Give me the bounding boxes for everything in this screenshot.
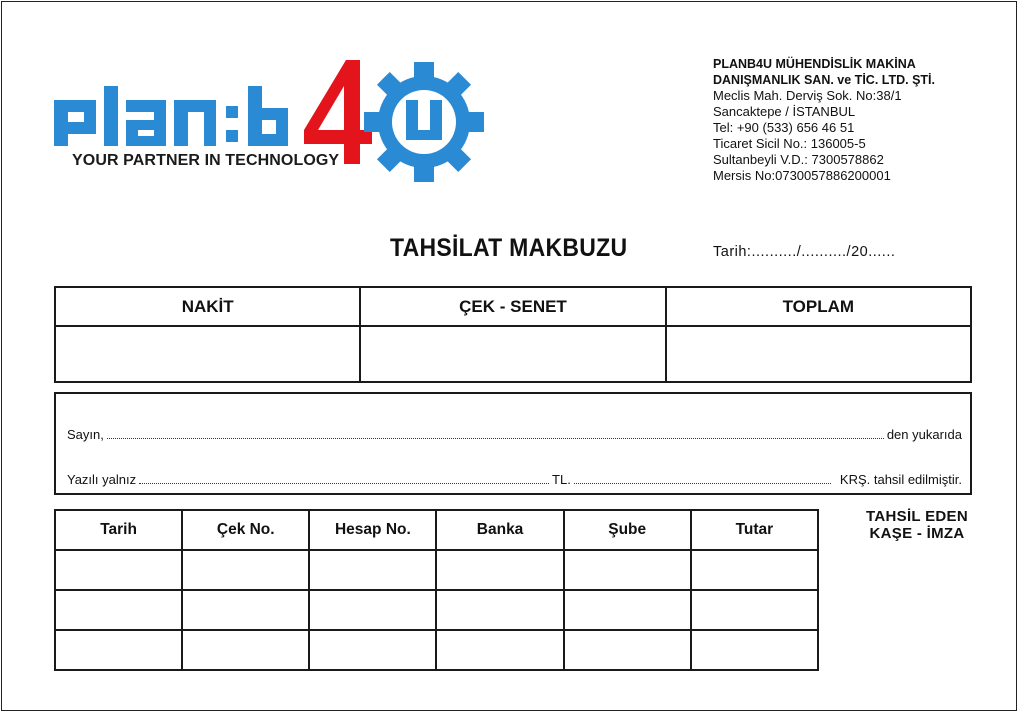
date-field[interactable]: Tarih:........../........../20...... (713, 244, 896, 260)
table-cell[interactable] (564, 550, 691, 590)
table-row (55, 550, 818, 590)
details-header-row (55, 510, 818, 550)
total-amount-cell[interactable] (666, 326, 971, 382)
currency-tl-label: TL. (552, 472, 571, 487)
amount-in-words-label: Yazılı yalnız (67, 472, 137, 487)
table-cell[interactable] (182, 550, 309, 590)
cash-amount-cell[interactable] (55, 326, 360, 382)
table-row (55, 630, 818, 670)
logo-letter-p (54, 100, 96, 146)
logo-letter-b (248, 86, 288, 146)
gear-icon (364, 62, 484, 182)
company-name-line1: PLANB4U MÜHENDİSLİK MAKİNA (713, 57, 916, 71)
header-check-note: ÇEK - SENET (360, 287, 665, 326)
table-cell[interactable] (564, 630, 691, 670)
table-cell[interactable] (436, 550, 563, 590)
receipt-page (1, 1, 1017, 711)
statement-line-2 (67, 472, 962, 487)
salutation-label: Sayın, (67, 427, 104, 442)
table-cell[interactable] (564, 590, 691, 630)
header-total: TOPLAM (666, 287, 971, 326)
details-table (54, 509, 819, 671)
receipt-title: TAHSİLAT MAKBUZU (390, 234, 628, 262)
table-cell[interactable] (309, 630, 436, 670)
company-trade-registry: Ticaret Sicil No.: 136005-5 (713, 136, 866, 151)
payer-name-field[interactable] (107, 438, 884, 439)
company-mersis: Mersis No:0730057886200001 (713, 168, 891, 183)
summary-header-row (55, 287, 971, 326)
kurus-field[interactable] (574, 483, 831, 484)
amount-words-field[interactable] (139, 483, 549, 484)
logo-letter-l (104, 86, 118, 146)
table-cell[interactable] (691, 590, 818, 630)
statement-line1-suffix: den yukarıda (886, 427, 962, 442)
table-cell[interactable] (55, 590, 182, 630)
header-account-no: Hesap No. (309, 510, 436, 550)
logo-letter-a (126, 100, 166, 146)
table-cell[interactable] (55, 630, 182, 670)
table-cell[interactable] (182, 630, 309, 670)
signature-line2: KAŞE - İMZA (869, 525, 965, 542)
company-info (713, 56, 1003, 184)
statement-line2-suffix: KRŞ. tahsil edilmiştir. (839, 472, 962, 487)
company-phone: Tel: +90 (533) 656 46 51 (713, 120, 855, 135)
header-cash: NAKİT (55, 287, 360, 326)
statement-line-1 (67, 427, 962, 442)
header-amount: Tutar (691, 510, 818, 550)
company-name-line2: DANIŞMANLIK SAN. ve TİC. LTD. ŞTİ. (713, 73, 935, 87)
company-tax-office: Sultanbeyli V.D.: 7300578862 (713, 152, 884, 167)
company-address2: Sancaktepe / İSTANBUL (713, 104, 856, 119)
logo-colon (226, 106, 238, 142)
table-cell[interactable] (55, 550, 182, 590)
table-cell[interactable] (309, 550, 436, 590)
table-cell[interactable] (691, 550, 818, 590)
header-branch: Şube (564, 510, 691, 550)
table-cell[interactable] (182, 590, 309, 630)
summary-value-row (55, 326, 971, 382)
summary-table (54, 286, 972, 383)
signature-area (842, 508, 992, 542)
header-check-no: Çek No. (182, 510, 309, 550)
signature-line1: TAHSİL EDEN (866, 508, 968, 525)
check-note-amount-cell[interactable] (360, 326, 665, 382)
table-cell[interactable] (309, 590, 436, 630)
logo-tagline: YOUR PARTNER IN TECHNOLOGY (72, 152, 340, 169)
statement-box (54, 392, 972, 495)
table-cell[interactable] (436, 590, 563, 630)
table-row (55, 590, 818, 630)
header-date: Tarih (55, 510, 182, 550)
table-cell[interactable] (436, 630, 563, 670)
company-address1: Meclis Mah. Derviş Sok. No:38/1 (713, 88, 902, 103)
header-bank: Banka (436, 510, 563, 550)
logo-digit-4 (304, 60, 372, 164)
logo-letter-n (174, 100, 216, 146)
table-cell[interactable] (691, 630, 818, 670)
